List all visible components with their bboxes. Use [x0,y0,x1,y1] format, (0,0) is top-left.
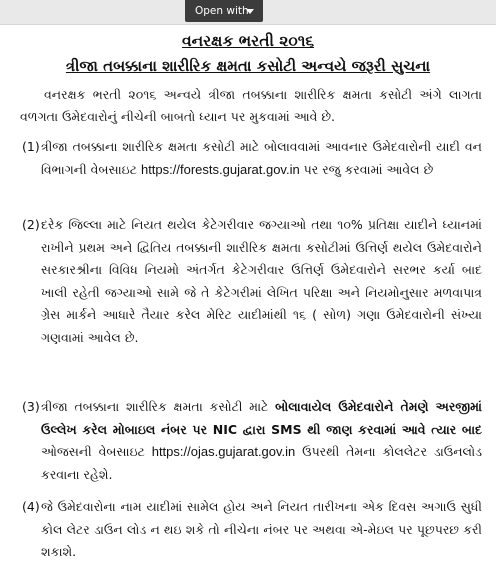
item-text-bold: બોલાવાયેલ ઉમેદવારોને તેમણે અરજીમાં ઉલ્લેખ કરેલ મોબાઇલ નંબર પર NIC દ્વારા SMS થી જાણ કરવામાં આવે ત્યાર બાદ [41,399,482,437]
item-number: (3) [22,399,40,414]
notice-item-2 [22,214,482,349]
intro-paragraph: વનરક્ષક ભરતી ૨૦૧૬ અન્વયે ત્રીજા તબક્કાના શારીરિક ક્ષમતા કસોટી અંગે લાગતા વળગતા ઉમેદવારોનું નીચેની બાબતો ધ્યાન પર મુકવામાં આવે છે. [20,87,482,124]
document-title: વનરક્ષક ભરતી ૨૦૧૬ [181,32,315,50]
notice-item-3 [22,396,482,486]
open-with-button[interactable] [185,0,263,22]
open-with-label: Open with [195,5,249,17]
document-subtitle: ત્રીજા તબક્કાના શારીરિક ક્ષમતા કસોટી અન્વયે જરૂરી સુચના [65,57,431,75]
item-text [41,136,482,181]
item-text-part: ત્રીજા તબક્કાના શારીરિક ક્ષમતા કસોટી માટે [41,399,276,414]
item-text: જે ઉમેદવારોના નામ યાદીમાં સામેલ હોય અને નિયત તારીખના એક દિવસ અગાઉ સુધી કોલ લેટર ડાઉન લોડ ન થઇ શકે તો નીચેના નંબર પર અથવા એ-મેઇલ પર પૂછપરછ કરી શકાશે. [41,499,482,559]
item-text [41,396,482,486]
dropdown-caret-icon [246,9,254,14]
item-text-part: પર રજુ કરવામાં આવેલ છે [299,161,434,177]
notice-item-1 [22,136,482,181]
item-number: (2) [22,217,40,232]
item-number: (1) [22,139,40,154]
notice-item-4 [22,496,482,564]
item-number: (4) [22,499,40,514]
viewer-toolbar [0,0,496,25]
item-text: દરેક જિલ્લા માટે નિયત થયેલ કેટેગરીવાર જગ્યાઓ તથા ૧૦% પ્રતિક્ષા યાદીને ધ્યાનમાં રાખીને પ્રથમ અને દ્વિતિય તબક્કાની શારીરિક ક્ષમતા કસોટીમાં ઉત્તિર્ણ થયેલ ઉમેદવારોને સરકારશ્રીના વિવિધ નિયમો અંતર્ગત કેટેગરીવાર ઉત્તિર્ણ ઉમેદવારોને સરભર કર્યા બાદ ખાલી રહેતી જગ્યાઓ સામે જે તે કેટેગરીમાં લેખિત પરિક્ષા અને નિયમોનુસાર મળવાપાત્ર ગ્રેસ માર્કને આધારે તૈયાર કરેલ મેરિટ યાદીમાંથી ૧૬ ( સોળ) ગણા ઉમેદવારોની સંખ્યા ગણવામાં આવેલ છે. [41,217,482,345]
item-text-part: ત્રીજા તબક્કાના શારીરિક ક્ષમતા કસોટી માટે બોલાવવામાં આવનાર ઉમેદવારોની યાદી વન વિભાગની વેબસાઇટ [41,139,482,177]
item-text-part: ઉપરથી તેમના કોલલેટર ડાઉનલોડ કરવાના રહેશે. [41,444,482,482]
item-text-part: ઓજસની વેબસાઇટ [41,444,152,459]
forests-website-link[interactable]: https://forests.gujarat.gov.in [140,161,300,177]
document-page [0,24,496,576]
ojas-website-link[interactable]: https://ojas.gujarat.gov.in [151,444,296,459]
